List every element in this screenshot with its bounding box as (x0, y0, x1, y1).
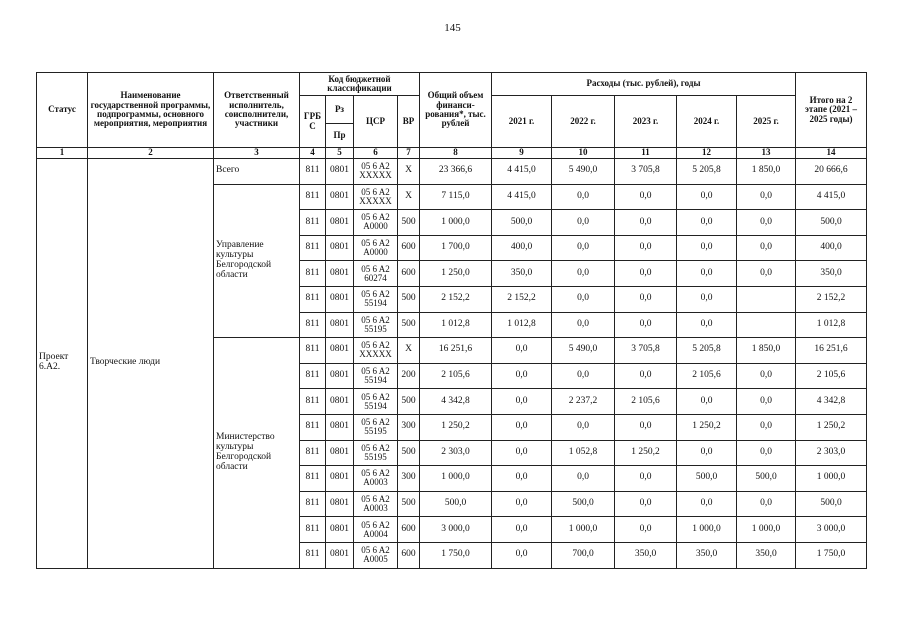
total-cell: 3 000,0 (420, 517, 492, 543)
y2021-cell: 500,0 (492, 210, 552, 236)
y2022-cell: 0,0 (552, 466, 615, 492)
col-number: 1 (37, 148, 88, 159)
vr-cell: 500 (398, 210, 420, 236)
rzpr-cell: 0801 (326, 286, 354, 312)
total-cell: 4 342,8 (420, 389, 492, 415)
vr-cell: X (398, 184, 420, 210)
y2024-cell: 0,0 (677, 286, 737, 312)
responsible-ministry-cell: Министерство культуры Белгородской области (214, 338, 300, 568)
col-number: 13 (737, 148, 796, 159)
csr-cell: 05 6 A2 XXXXX (354, 184, 398, 210)
col-number: 5 (326, 148, 354, 159)
csr-cell: 05 6 A2 A0000 (354, 210, 398, 236)
rzpr-cell: 0801 (326, 414, 354, 440)
y2024-cell: 0,0 (677, 491, 737, 517)
y2023-cell: 0,0 (615, 491, 677, 517)
grbs-cell: 811 (300, 312, 326, 338)
y2024-cell: 0,0 (677, 210, 737, 236)
col-number: 9 (492, 148, 552, 159)
table-row (37, 159, 867, 185)
y2021-cell: 0,0 (492, 466, 552, 492)
rzpr-cell: 0801 (326, 389, 354, 415)
y2025-cell: 0,0 (737, 440, 796, 466)
vr-cell: 300 (398, 414, 420, 440)
y2023-cell: 3 705,8 (615, 159, 677, 185)
y2022-cell: 500,0 (552, 491, 615, 517)
y2022-cell: 0,0 (552, 312, 615, 338)
vr-cell: 300 (398, 466, 420, 492)
total-cell: 500,0 (420, 491, 492, 517)
grbs-cell: 811 (300, 261, 326, 287)
grbs-cell: 811 (300, 389, 326, 415)
y2023-cell: 1 250,2 (615, 440, 677, 466)
header-budget-code: Код бюджетной классификации (300, 73, 420, 96)
total-cell: 1 750,0 (420, 542, 492, 568)
vr-cell: 200 (398, 363, 420, 389)
y2021-cell: 1 012,8 (492, 312, 552, 338)
col-number: 11 (615, 148, 677, 159)
y2022-cell: 0,0 (552, 286, 615, 312)
total-cell: 1 250,2 (420, 414, 492, 440)
y2024-cell: 2 105,6 (677, 363, 737, 389)
grbs-cell: 811 (300, 184, 326, 210)
rzpr-cell: 0801 (326, 235, 354, 261)
y2024-cell: 0,0 (677, 312, 737, 338)
csr-cell: 05 6 A2 55195 (354, 414, 398, 440)
header-grbs: ГРБ С (300, 96, 326, 148)
rzpr-cell: 0801 (326, 338, 354, 364)
y2023-cell: 0,0 (615, 517, 677, 543)
y2022-cell: 0,0 (552, 210, 615, 236)
header-2025: 2025 г. (737, 96, 796, 148)
y2024-cell: 5 205,8 (677, 159, 737, 185)
total-cell: 2 152,2 (420, 286, 492, 312)
header-status: Статус (37, 73, 88, 148)
y2023-cell: 0,0 (615, 286, 677, 312)
y2022-cell: 5 490,0 (552, 338, 615, 364)
header-expenses: Расходы (тыс. рублей), годы (492, 73, 796, 96)
y2023-cell: 0,0 (615, 210, 677, 236)
rzpr-cell: 0801 (326, 517, 354, 543)
y2025-cell: 0,0 (737, 414, 796, 440)
y2023-cell: 3 705,8 (615, 338, 677, 364)
column-numbers-row (37, 148, 867, 159)
y2025-cell: 0,0 (737, 363, 796, 389)
grbs-cell: 811 (300, 286, 326, 312)
y2021-cell: 4 415,0 (492, 159, 552, 185)
vr-cell: 600 (398, 235, 420, 261)
stage-total-cell: 400,0 (796, 235, 867, 261)
csr-cell: 05 6 A2 XXXXX (354, 338, 398, 364)
y2025-cell (737, 312, 796, 338)
stage-total-cell: 1 000,0 (796, 466, 867, 492)
y2022-cell: 5 490,0 (552, 159, 615, 185)
grbs-cell: 811 (300, 159, 326, 185)
grbs-cell: 811 (300, 466, 326, 492)
csr-cell: 05 6 A2 55195 (354, 440, 398, 466)
total-cell: 2 105,6 (420, 363, 492, 389)
grbs-cell: 811 (300, 235, 326, 261)
vr-cell: 500 (398, 491, 420, 517)
vr-cell: 600 (398, 261, 420, 287)
y2021-cell: 0,0 (492, 491, 552, 517)
grbs-cell: 811 (300, 210, 326, 236)
stage-total-cell: 2 303,0 (796, 440, 867, 466)
total-cell: 1 012,8 (420, 312, 492, 338)
y2025-cell: 0,0 (737, 235, 796, 261)
program-name-cell: Творческие люди (88, 159, 214, 569)
csr-cell: 05 6 A2 A0004 (354, 517, 398, 543)
responsible-all-cell: Всего (214, 159, 300, 185)
stage-total-cell: 1 012,8 (796, 312, 867, 338)
vr-cell: 500 (398, 312, 420, 338)
y2024-cell: 0,0 (677, 440, 737, 466)
header-pr: Пр (326, 124, 354, 148)
y2023-cell: 0,0 (615, 261, 677, 287)
y2023-cell: 0,0 (615, 414, 677, 440)
col-number: 2 (88, 148, 214, 159)
stage-total-cell: 350,0 (796, 261, 867, 287)
col-number: 10 (552, 148, 615, 159)
table-body (37, 159, 867, 569)
grbs-cell: 811 (300, 491, 326, 517)
y2021-cell: 0,0 (492, 363, 552, 389)
y2024-cell: 0,0 (677, 184, 737, 210)
vr-cell: 500 (398, 389, 420, 415)
y2022-cell: 1 000,0 (552, 517, 615, 543)
y2023-cell: 0,0 (615, 466, 677, 492)
vr-cell: X (398, 338, 420, 364)
csr-cell: 05 6 A2 XXXXX (354, 159, 398, 185)
y2021-cell: 350,0 (492, 261, 552, 287)
stage-total-cell: 500,0 (796, 491, 867, 517)
y2025-cell: 1 000,0 (737, 517, 796, 543)
csr-cell: 05 6 A2 A0003 (354, 491, 398, 517)
y2025-cell (737, 286, 796, 312)
header-name: Наименование государственной программы, подпрограммы, основного мероприятия, мероприятия (88, 73, 214, 148)
header-total: Общий объем финанси-рования*, тыс. рублей (420, 73, 492, 148)
y2025-cell: 500,0 (737, 466, 796, 492)
total-cell: 1 250,0 (420, 261, 492, 287)
vr-cell: 600 (398, 517, 420, 543)
rzpr-cell: 0801 (326, 363, 354, 389)
vr-cell: 600 (398, 542, 420, 568)
stage-total-cell: 1 750,0 (796, 542, 867, 568)
header-stage-total: Итого на 2 этапе (2021 – 2025 годы) (796, 73, 867, 148)
rzpr-cell: 0801 (326, 159, 354, 185)
y2023-cell: 0,0 (615, 235, 677, 261)
y2023-cell: 2 105,6 (615, 389, 677, 415)
total-cell: 1 000,0 (420, 210, 492, 236)
y2022-cell: 700,0 (552, 542, 615, 568)
vr-cell: X (398, 159, 420, 185)
y2025-cell: 0,0 (737, 491, 796, 517)
y2025-cell: 0,0 (737, 184, 796, 210)
stage-total-cell: 3 000,0 (796, 517, 867, 543)
vr-cell: 500 (398, 440, 420, 466)
total-cell: 1 000,0 (420, 466, 492, 492)
budget-table (36, 72, 867, 569)
grbs-cell: 811 (300, 517, 326, 543)
y2022-cell: 2 237,2 (552, 389, 615, 415)
page-number: 145 (444, 22, 461, 34)
stage-total-cell: 4 415,0 (796, 184, 867, 210)
y2022-cell: 0,0 (552, 235, 615, 261)
y2024-cell: 0,0 (677, 261, 737, 287)
y2022-cell: 0,0 (552, 261, 615, 287)
header-vr: ВР (398, 96, 420, 148)
header-2021: 2021 г. (492, 96, 552, 148)
header-2023: 2023 г. (615, 96, 677, 148)
responsible-culture-dept-cell: Управление культуры Белгородской области (214, 184, 300, 338)
csr-cell: 05 6 A2 55195 (354, 312, 398, 338)
csr-cell: 05 6 A2 55194 (354, 363, 398, 389)
total-cell: 2 303,0 (420, 440, 492, 466)
y2021-cell: 4 415,0 (492, 184, 552, 210)
total-cell: 16 251,6 (420, 338, 492, 364)
col-number: 3 (214, 148, 300, 159)
y2025-cell: 1 850,0 (737, 338, 796, 364)
stage-total-cell: 4 342,8 (796, 389, 867, 415)
y2021-cell: 0,0 (492, 517, 552, 543)
rzpr-cell: 0801 (326, 491, 354, 517)
csr-cell: 05 6 A2 A0003 (354, 466, 398, 492)
stage-total-cell: 500,0 (796, 210, 867, 236)
csr-cell: 05 6 A2 55194 (354, 389, 398, 415)
rzpr-cell: 0801 (326, 261, 354, 287)
y2024-cell: 0,0 (677, 235, 737, 261)
y2024-cell: 5 205,8 (677, 338, 737, 364)
y2022-cell: 0,0 (552, 363, 615, 389)
total-cell: 1 700,0 (420, 235, 492, 261)
header-rz: Рз (326, 96, 354, 124)
y2025-cell: 0,0 (737, 210, 796, 236)
total-cell: 23 366,6 (420, 159, 492, 185)
y2021-cell: 0,0 (492, 389, 552, 415)
y2021-cell: 0,0 (492, 440, 552, 466)
csr-cell: 05 6 A2 A0005 (354, 542, 398, 568)
rzpr-cell: 0801 (326, 184, 354, 210)
y2024-cell: 1 000,0 (677, 517, 737, 543)
y2025-cell: 350,0 (737, 542, 796, 568)
header-csr: ЦСР (354, 96, 398, 148)
col-number: 12 (677, 148, 737, 159)
y2023-cell: 0,0 (615, 363, 677, 389)
y2021-cell: 2 152,2 (492, 286, 552, 312)
y2022-cell: 1 052,8 (552, 440, 615, 466)
y2023-cell: 350,0 (615, 542, 677, 568)
csr-cell: 05 6 A2 A0000 (354, 235, 398, 261)
y2023-cell: 0,0 (615, 312, 677, 338)
total-cell: 7 115,0 (420, 184, 492, 210)
y2022-cell: 0,0 (552, 414, 615, 440)
rzpr-cell: 0801 (326, 542, 354, 568)
col-number: 6 (354, 148, 398, 159)
grbs-cell: 811 (300, 542, 326, 568)
grbs-cell: 811 (300, 338, 326, 364)
stage-total-cell: 2 152,2 (796, 286, 867, 312)
grbs-cell: 811 (300, 363, 326, 389)
header-2022: 2022 г. (552, 96, 615, 148)
y2025-cell: 1 850,0 (737, 159, 796, 185)
y2025-cell: 0,0 (737, 261, 796, 287)
csr-cell: 05 6 A2 55194 (354, 286, 398, 312)
stage-total-cell: 2 105,6 (796, 363, 867, 389)
col-number: 8 (420, 148, 492, 159)
grbs-cell: 811 (300, 414, 326, 440)
status-cell: Проект 6.А2. (37, 159, 88, 569)
rzpr-cell: 0801 (326, 312, 354, 338)
y2023-cell: 0,0 (615, 184, 677, 210)
header-responsible: Ответственный исполнитель, соисполнители, участники (214, 73, 300, 148)
stage-total-cell: 16 251,6 (796, 338, 867, 364)
y2021-cell: 0,0 (492, 414, 552, 440)
rzpr-cell: 0801 (326, 440, 354, 466)
y2022-cell: 0,0 (552, 184, 615, 210)
y2024-cell: 500,0 (677, 466, 737, 492)
grbs-cell: 811 (300, 440, 326, 466)
col-number: 4 (300, 148, 326, 159)
rzpr-cell: 0801 (326, 210, 354, 236)
vr-cell: 500 (398, 286, 420, 312)
stage-total-cell: 20 666,6 (796, 159, 867, 185)
y2021-cell: 0,0 (492, 338, 552, 364)
header-2024: 2024 г. (677, 96, 737, 148)
col-number: 7 (398, 148, 420, 159)
y2024-cell: 0,0 (677, 389, 737, 415)
csr-cell: 05 6 A2 60274 (354, 261, 398, 287)
y2024-cell: 1 250,2 (677, 414, 737, 440)
rzpr-cell: 0801 (326, 466, 354, 492)
y2025-cell: 0,0 (737, 389, 796, 415)
y2021-cell: 400,0 (492, 235, 552, 261)
y2021-cell: 0,0 (492, 542, 552, 568)
stage-total-cell: 1 250,2 (796, 414, 867, 440)
y2024-cell: 350,0 (677, 542, 737, 568)
col-number: 14 (796, 148, 867, 159)
